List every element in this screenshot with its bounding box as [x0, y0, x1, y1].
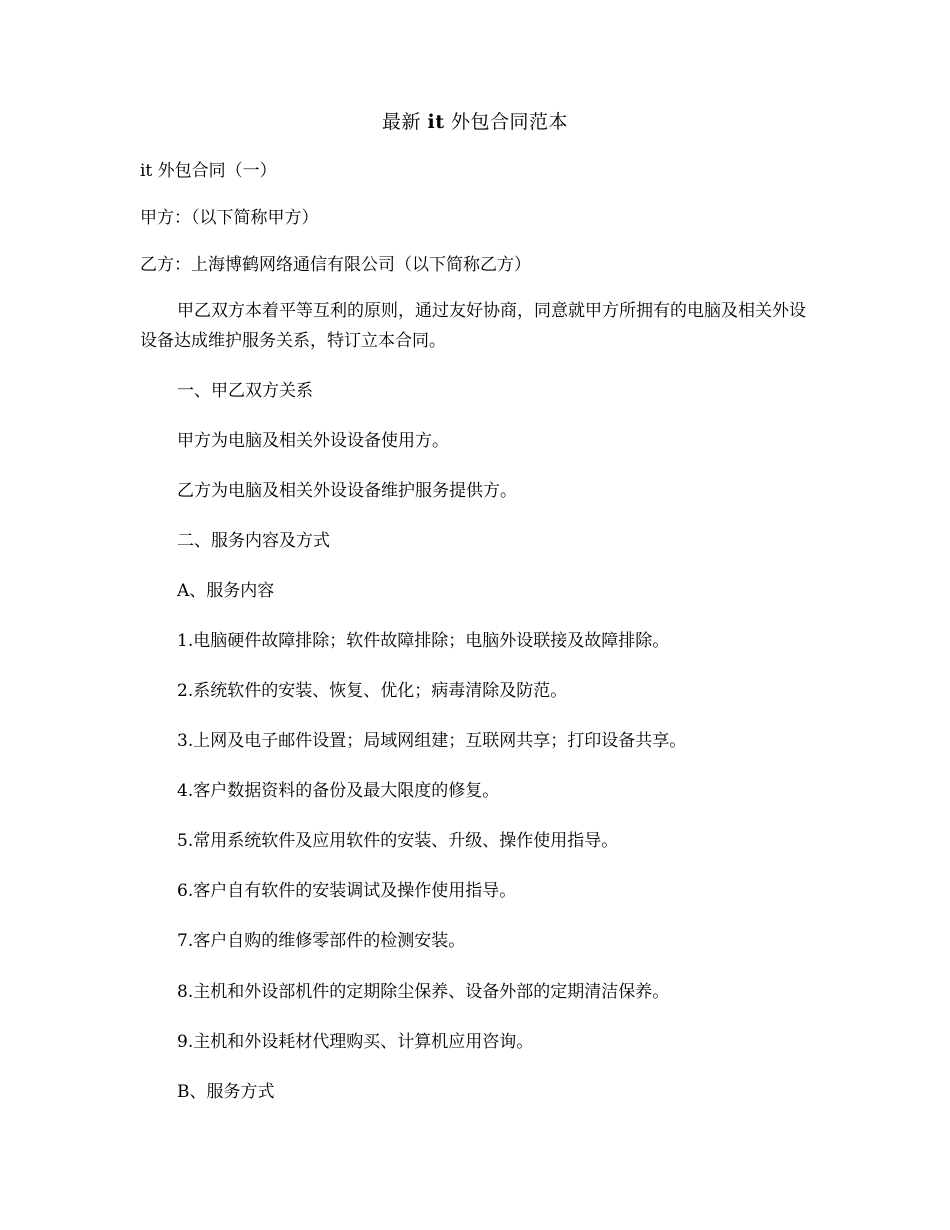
section1-line: 甲方为电脑及相关外设设备使用方。	[177, 431, 449, 451]
service-item: 7.客户自购的维修零部件的检测安装。	[177, 931, 466, 951]
subsection-heading-a: A、服务内容	[177, 581, 275, 601]
section-heading-2: 二、服务内容及方式	[177, 531, 330, 551]
section1-line: 乙方为电脑及相关外设设备维护服务提供方。	[177, 481, 517, 501]
document-title	[0, 108, 950, 136]
service-item: 6.客户自有软件的安装调试及操作使用指导。	[177, 881, 517, 901]
service-item: 8.主机和外设部机件的定期除尘保养、设备外部的定期清洁保养。	[177, 982, 670, 1002]
party-b-line: 乙方：上海博鹤网络通信有限公司（以下简称乙方）	[140, 255, 531, 275]
title-suffix: 外包合同范本	[444, 111, 569, 133]
service-item: 4.客户数据资料的备份及最大限度的修复。	[177, 781, 500, 801]
service-item: 1.电脑硬件故障排除；软件故障排除；电脑外设联接及故障排除。	[177, 631, 670, 651]
section-heading-1: 一、甲乙双方关系	[177, 381, 313, 401]
service-item: 5.常用系统软件及应用软件的安装、升级、操作使用指导。	[177, 831, 619, 851]
party-a-line: 甲方：（以下简称甲方）	[140, 208, 319, 228]
service-item: 3.上网及电子邮件设置；局域网组建；互联网共享；打印设备共享。	[177, 731, 687, 751]
document-subtitle: it 外包合同（一）	[140, 161, 277, 181]
service-item: 2.系统软件的安装、恢复、优化；病毒清除及防范。	[177, 681, 568, 701]
service-item: 9.主机和外设耗材代理购买、计算机应用咨询。	[177, 1032, 534, 1052]
intro-paragraph: 甲乙双方本着平等互利的原则，通过友好协商，同意就甲方所拥有的电脑及相关外设设备达成维护服务关系，特订立本合同。	[140, 301, 806, 351]
subsection-heading-b: B、服务方式	[177, 1082, 275, 1102]
title-bold-text: it	[427, 111, 445, 133]
title-prefix: 最新	[381, 111, 428, 133]
